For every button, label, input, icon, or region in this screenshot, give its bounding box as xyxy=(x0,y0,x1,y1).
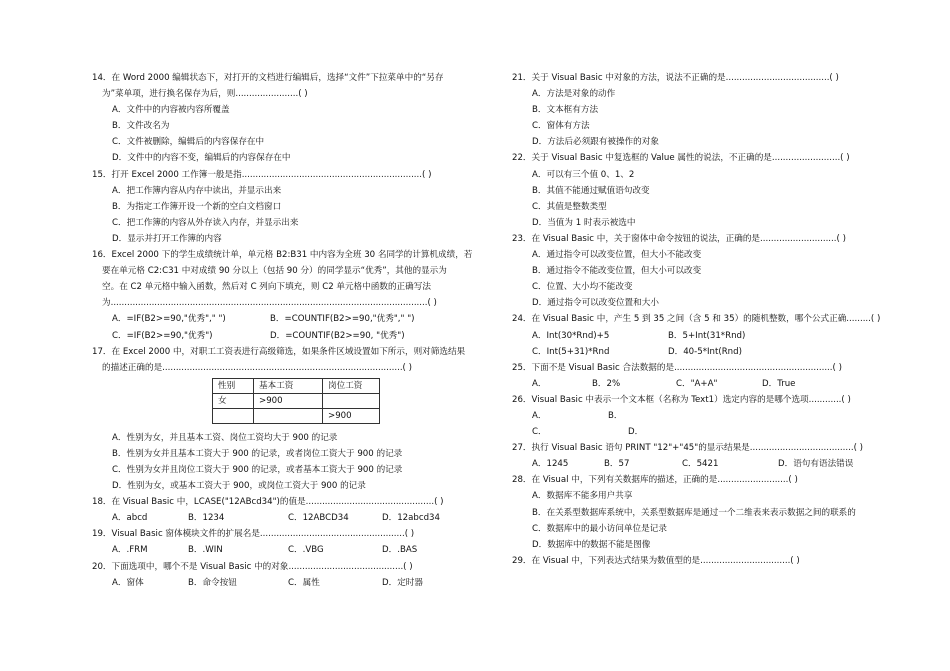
table-header: 岗位工资 xyxy=(323,378,380,393)
question-stem: 25．下面不是 Visual Basic 合法数据的是..........................................................( ) xyxy=(512,362,842,373)
question-stem-cont: 空。在 C2 单元格中输入函数，然后对 C 列向下填充，则 C2 单元格中函数的正确写法 xyxy=(102,282,431,293)
option-d: D．定时器 xyxy=(382,577,423,588)
option-d: D．通过指令可以改变位置和大小 xyxy=(532,298,659,309)
question-29 xyxy=(512,553,922,569)
option-b: B． xyxy=(608,410,623,421)
option-c: C．"A+A" xyxy=(676,378,718,389)
option-a: A．Int(30*Rnd)+5 xyxy=(532,330,610,341)
option-d: D．.BAS xyxy=(382,545,418,556)
option-b: B．为指定工作簿开设一个新的空白文档窗口 xyxy=(112,201,282,212)
option-a: A．窗体 xyxy=(112,577,144,588)
option-a: A．=IF(B2>=90,"优秀"," ") xyxy=(112,314,226,325)
question-stem: 24．在 Visual Basic 中，产生 5 到 35 之间（含 5 和 35）的随机整数，哪个公式正确.........( ) xyxy=(512,314,881,325)
table-header: 基本工资 xyxy=(254,378,323,393)
options-row-2 xyxy=(512,344,922,360)
option-c: C．=IF(B2>=90,"优秀") xyxy=(112,330,213,341)
option-b: B．文本框有方法 xyxy=(532,105,599,116)
question-28 xyxy=(512,472,922,552)
option-c: C．数据库中的最小访问单位是记录 xyxy=(532,523,667,534)
table-row xyxy=(213,393,380,408)
option-a: A．把工作簿内容从内存中读出，并显示出来 xyxy=(112,185,282,196)
question-stem: 28．在 Visual 中，下列有关数据库的描述，正确的是..........................( ) xyxy=(512,475,798,486)
option-d: D．显示并打开工作簿的内容 xyxy=(112,233,222,244)
table-cell: >900 xyxy=(254,393,323,408)
criteria-table xyxy=(212,378,380,424)
option-a: A． xyxy=(532,410,547,421)
option-d: D．文件中的内容不变，编辑后的内容保存在中 xyxy=(112,153,291,164)
option-b: B．1234 xyxy=(188,513,225,524)
options-row-1 xyxy=(92,311,502,327)
question-stem: 20．下面选项中，哪个不是 Visual Basic 中的对象..........................................( ) xyxy=(92,561,413,572)
table-cell xyxy=(254,408,323,423)
option-a: A．性别为女，并且基本工资、岗位工资均大于 900 的记录 xyxy=(112,432,338,443)
question-23 xyxy=(512,231,922,311)
question-14 xyxy=(92,70,502,167)
question-stem: 26．Visual Basic 中表示一个文本框（名称为 Text1）选定内容的是哪个选项............( ) xyxy=(512,394,851,405)
question-stem: 27．执行 Visual Basic 语句 PRINT "12"+"45"的显示结果是......................................( ) xyxy=(512,443,864,454)
question-stem: 23．在 Visual Basic 中，关于窗体中命令按钮的说法，正确的是............................( ) xyxy=(512,233,846,244)
right-column xyxy=(512,70,922,569)
question-stem-cont: 为....................................................................................................................( ) xyxy=(102,298,437,309)
options-row xyxy=(512,456,922,472)
option-a: A．可以有三个值 0、1、2 xyxy=(532,169,635,180)
option-d: D． xyxy=(628,427,644,438)
options-row-1 xyxy=(512,408,922,424)
question-18 xyxy=(92,494,502,526)
option-a: A．文件中的内容被内容所覆盖 xyxy=(112,105,230,116)
option-b: B．命令按钮 xyxy=(188,577,237,588)
option-d: D．True xyxy=(762,378,796,389)
question-stem-cont: 的描述正确的是........................................................................................( ) xyxy=(102,362,412,373)
question-26 xyxy=(512,392,922,440)
options-row-2 xyxy=(512,424,922,440)
option-a: A．.FRM xyxy=(112,545,148,556)
options-row-2 xyxy=(92,328,502,344)
option-c: C．窗体有方法 xyxy=(532,121,590,132)
option-c: C．位置、大小均不能改变 xyxy=(532,282,633,293)
option-b: B．文件改名为 xyxy=(112,121,170,132)
option-a: A． xyxy=(532,378,547,389)
question-25 xyxy=(512,360,922,392)
question-22 xyxy=(512,150,922,230)
table-cell: 女 xyxy=(213,393,254,408)
table-header-row xyxy=(213,378,380,393)
table-header: 性别 xyxy=(213,378,254,393)
option-d: D．方法后必须跟有被操作的对象 xyxy=(532,137,659,148)
question-17 xyxy=(92,344,502,495)
question-27 xyxy=(512,440,922,472)
option-a: A．数据库不能多用户共享 xyxy=(532,491,633,502)
question-stem-cont: 为”菜单项，进行换名保存为后，则.......................( ) xyxy=(102,89,308,100)
option-c: C．其值是整数类型 xyxy=(532,201,607,212)
question-stem: 15．打开 Excel 2000 工作簿一般是指..................................................................( ) xyxy=(92,169,432,180)
question-stem: 22．关于 Visual Basic 中复选框的 Value 属性的说法，不正确的是.........................( ) xyxy=(512,153,850,164)
question-21 xyxy=(512,70,922,150)
table-row xyxy=(213,408,380,423)
option-c: C．把工作簿的内容从外存读入内存，并显示出来 xyxy=(112,217,299,228)
options-row xyxy=(92,575,502,591)
option-d: D．当值为 1 时表示被选中 xyxy=(532,217,636,228)
option-b: B．2% xyxy=(592,378,621,389)
question-20 xyxy=(92,559,502,591)
table-cell: >900 xyxy=(323,408,380,423)
option-d: D．12abcd34 xyxy=(382,513,440,524)
option-c: C．12ABCD34 xyxy=(288,513,349,524)
table-cell xyxy=(213,408,254,423)
option-c: C． xyxy=(532,427,547,438)
options-row xyxy=(512,376,922,392)
option-b: B．性别为女并且基本工资大于 900 的记录，或者岗位工资大于 900 的记录 xyxy=(112,448,403,459)
question-stem: 29．在 Visual 中，下列表达式结果为数值型的是.................................( ) xyxy=(512,555,800,566)
option-a: A．方法是对象的动作 xyxy=(532,89,616,100)
option-a: A．abcd xyxy=(112,513,148,524)
left-column xyxy=(92,70,502,591)
option-d: D．40-5*Int(Rnd) xyxy=(668,346,742,357)
option-c: C．5421 xyxy=(682,459,719,470)
question-24 xyxy=(512,311,922,359)
question-19 xyxy=(92,526,502,558)
options-row xyxy=(92,542,502,558)
table-cell xyxy=(323,393,380,408)
option-c: C．属性 xyxy=(288,577,320,588)
option-c: C．性别为女并且岗位工资大于 900 的记录，或者基本工资大于 900 的记录 xyxy=(112,464,403,475)
question-stem-cont: 要在单元格 C2:C31 中对成绩 90 分以上（包括 90 分）的同学显示“优秀”，其他的显示为 xyxy=(102,266,447,277)
option-b: B．其值不能通过赋值语句改变 xyxy=(532,185,650,196)
option-a: A．通过指令可以改变位置，但大小不能改变 xyxy=(532,250,702,261)
option-d: D．性别为女，或基本工资大于 900，或岗位工资大于 900 的记录 xyxy=(112,481,366,492)
question-stem: 19．Visual Basic 窗体模块文件的扩展名是.....................................................( ) xyxy=(92,529,415,540)
option-b: B．通过指令不能改变位置，但大小可以改变 xyxy=(532,266,702,277)
question-stem: 16．Excel 2000 下的学生成绩统计单，单元格 B2:B31 中内容为全班 30 名同学的计算机成绩，若 xyxy=(92,250,473,261)
question-15 xyxy=(92,167,502,247)
question-stem: 21．关于 Visual Basic 中对象的方法，说法不正确的是......................................( ) xyxy=(512,73,839,83)
question-stem: 18．在 Visual Basic 中，LCASE("12ABcd34")的值是...............................................( ) xyxy=(92,497,444,508)
option-a: A．1245 xyxy=(532,459,569,470)
option-d: D．语句有语法错误 xyxy=(778,459,854,470)
options-row xyxy=(92,510,502,526)
option-b: B．在关系型数据库系统中，关系型数据库是通过一个二维表来表示数据之间的联系的 xyxy=(532,507,856,518)
option-b: B．57 xyxy=(604,459,630,470)
options-row-1 xyxy=(512,328,922,344)
option-d: D．=COUNTIF(B2>=90, "优秀") xyxy=(270,330,405,341)
option-c: C．文件被删除，编辑后的内容保存在中 xyxy=(112,137,265,148)
question-stem: 17．在 Excel 2000 中，对职工工资表进行高级筛选，如果条件区域设置如下所示，则对筛选结果 xyxy=(92,346,466,357)
question-stem: 14．在 Word 2000 编辑状态下，对打开的文档进行编辑后，选择“文件”下拉菜单中的“另存 xyxy=(92,73,444,83)
question-16 xyxy=(92,247,502,344)
option-d: D．数据库中的数据不能是图像 xyxy=(532,539,651,550)
option-b: B．.WIN xyxy=(188,545,223,556)
option-c: C．Int(5+31)*Rnd xyxy=(532,346,610,357)
option-b: B．=COUNTIF(B2>=90,"优秀"," ") xyxy=(270,314,415,325)
option-b: B．5+Int(31*Rnd) xyxy=(668,330,746,341)
option-c: C．.VBG xyxy=(288,545,324,556)
